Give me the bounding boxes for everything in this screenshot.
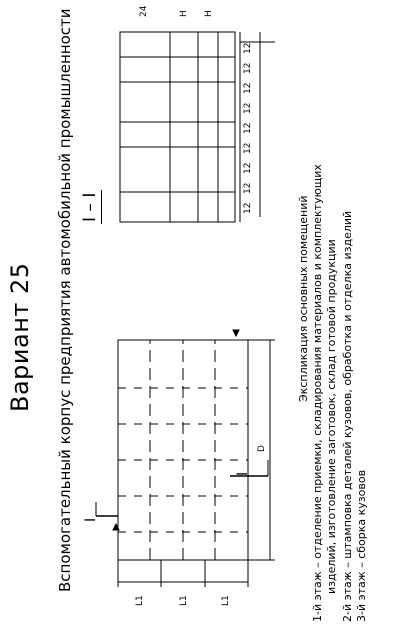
plan-length-dim: D xyxy=(257,445,267,452)
plan-bay-dim-2: L1 xyxy=(179,595,189,606)
building-subtitle: Вспомогательный корпус предприятия автомобильной промышленности xyxy=(56,8,74,592)
plan-bay-dim-3: L1 xyxy=(221,595,231,606)
section-label: I – I xyxy=(80,192,100,222)
explication-item-1: 1-й этаж – отделение приемки, складирования материалов и комплектующих xyxy=(311,164,324,622)
section-span-dim-9: 12 xyxy=(243,42,253,54)
section-span-dim-8: 12 xyxy=(243,62,253,74)
plan-grid-lines xyxy=(150,340,215,560)
section-height-dim-2: H xyxy=(179,10,189,17)
plan-bay-dim-1: L1 xyxy=(135,595,145,606)
plan-cut-mark-bottom: I xyxy=(235,471,251,476)
explication-item-3: 3-й этаж – сборка кузовов xyxy=(355,469,368,622)
section-span-dim-6: 12 xyxy=(243,102,253,114)
section-span-dim-4: 12 xyxy=(243,142,253,154)
section-span-dim-1: 12 xyxy=(243,202,253,214)
variant-title: Вариант 25 xyxy=(6,262,34,412)
plan-cut-mark-top: I xyxy=(83,517,99,522)
explication-item-1-cont: изделий, изготовление заготовок, склад готовой продукции xyxy=(325,239,338,594)
section-height-dim-3: H xyxy=(204,10,214,17)
section-span-dim-5: 12 xyxy=(243,122,253,134)
section-height-dim-1: 24 xyxy=(139,5,149,17)
explication-title: Экспликация основных помещений xyxy=(297,195,310,402)
explication-item-2: 2-й этаж – штамповка деталей кузовов, обработка и отделка изделий xyxy=(341,210,354,622)
section-span-dim-2: 12 xyxy=(243,182,253,194)
section-span-dim-3: 12 xyxy=(243,162,253,174)
section-span-dim-7: 12 xyxy=(243,82,253,94)
